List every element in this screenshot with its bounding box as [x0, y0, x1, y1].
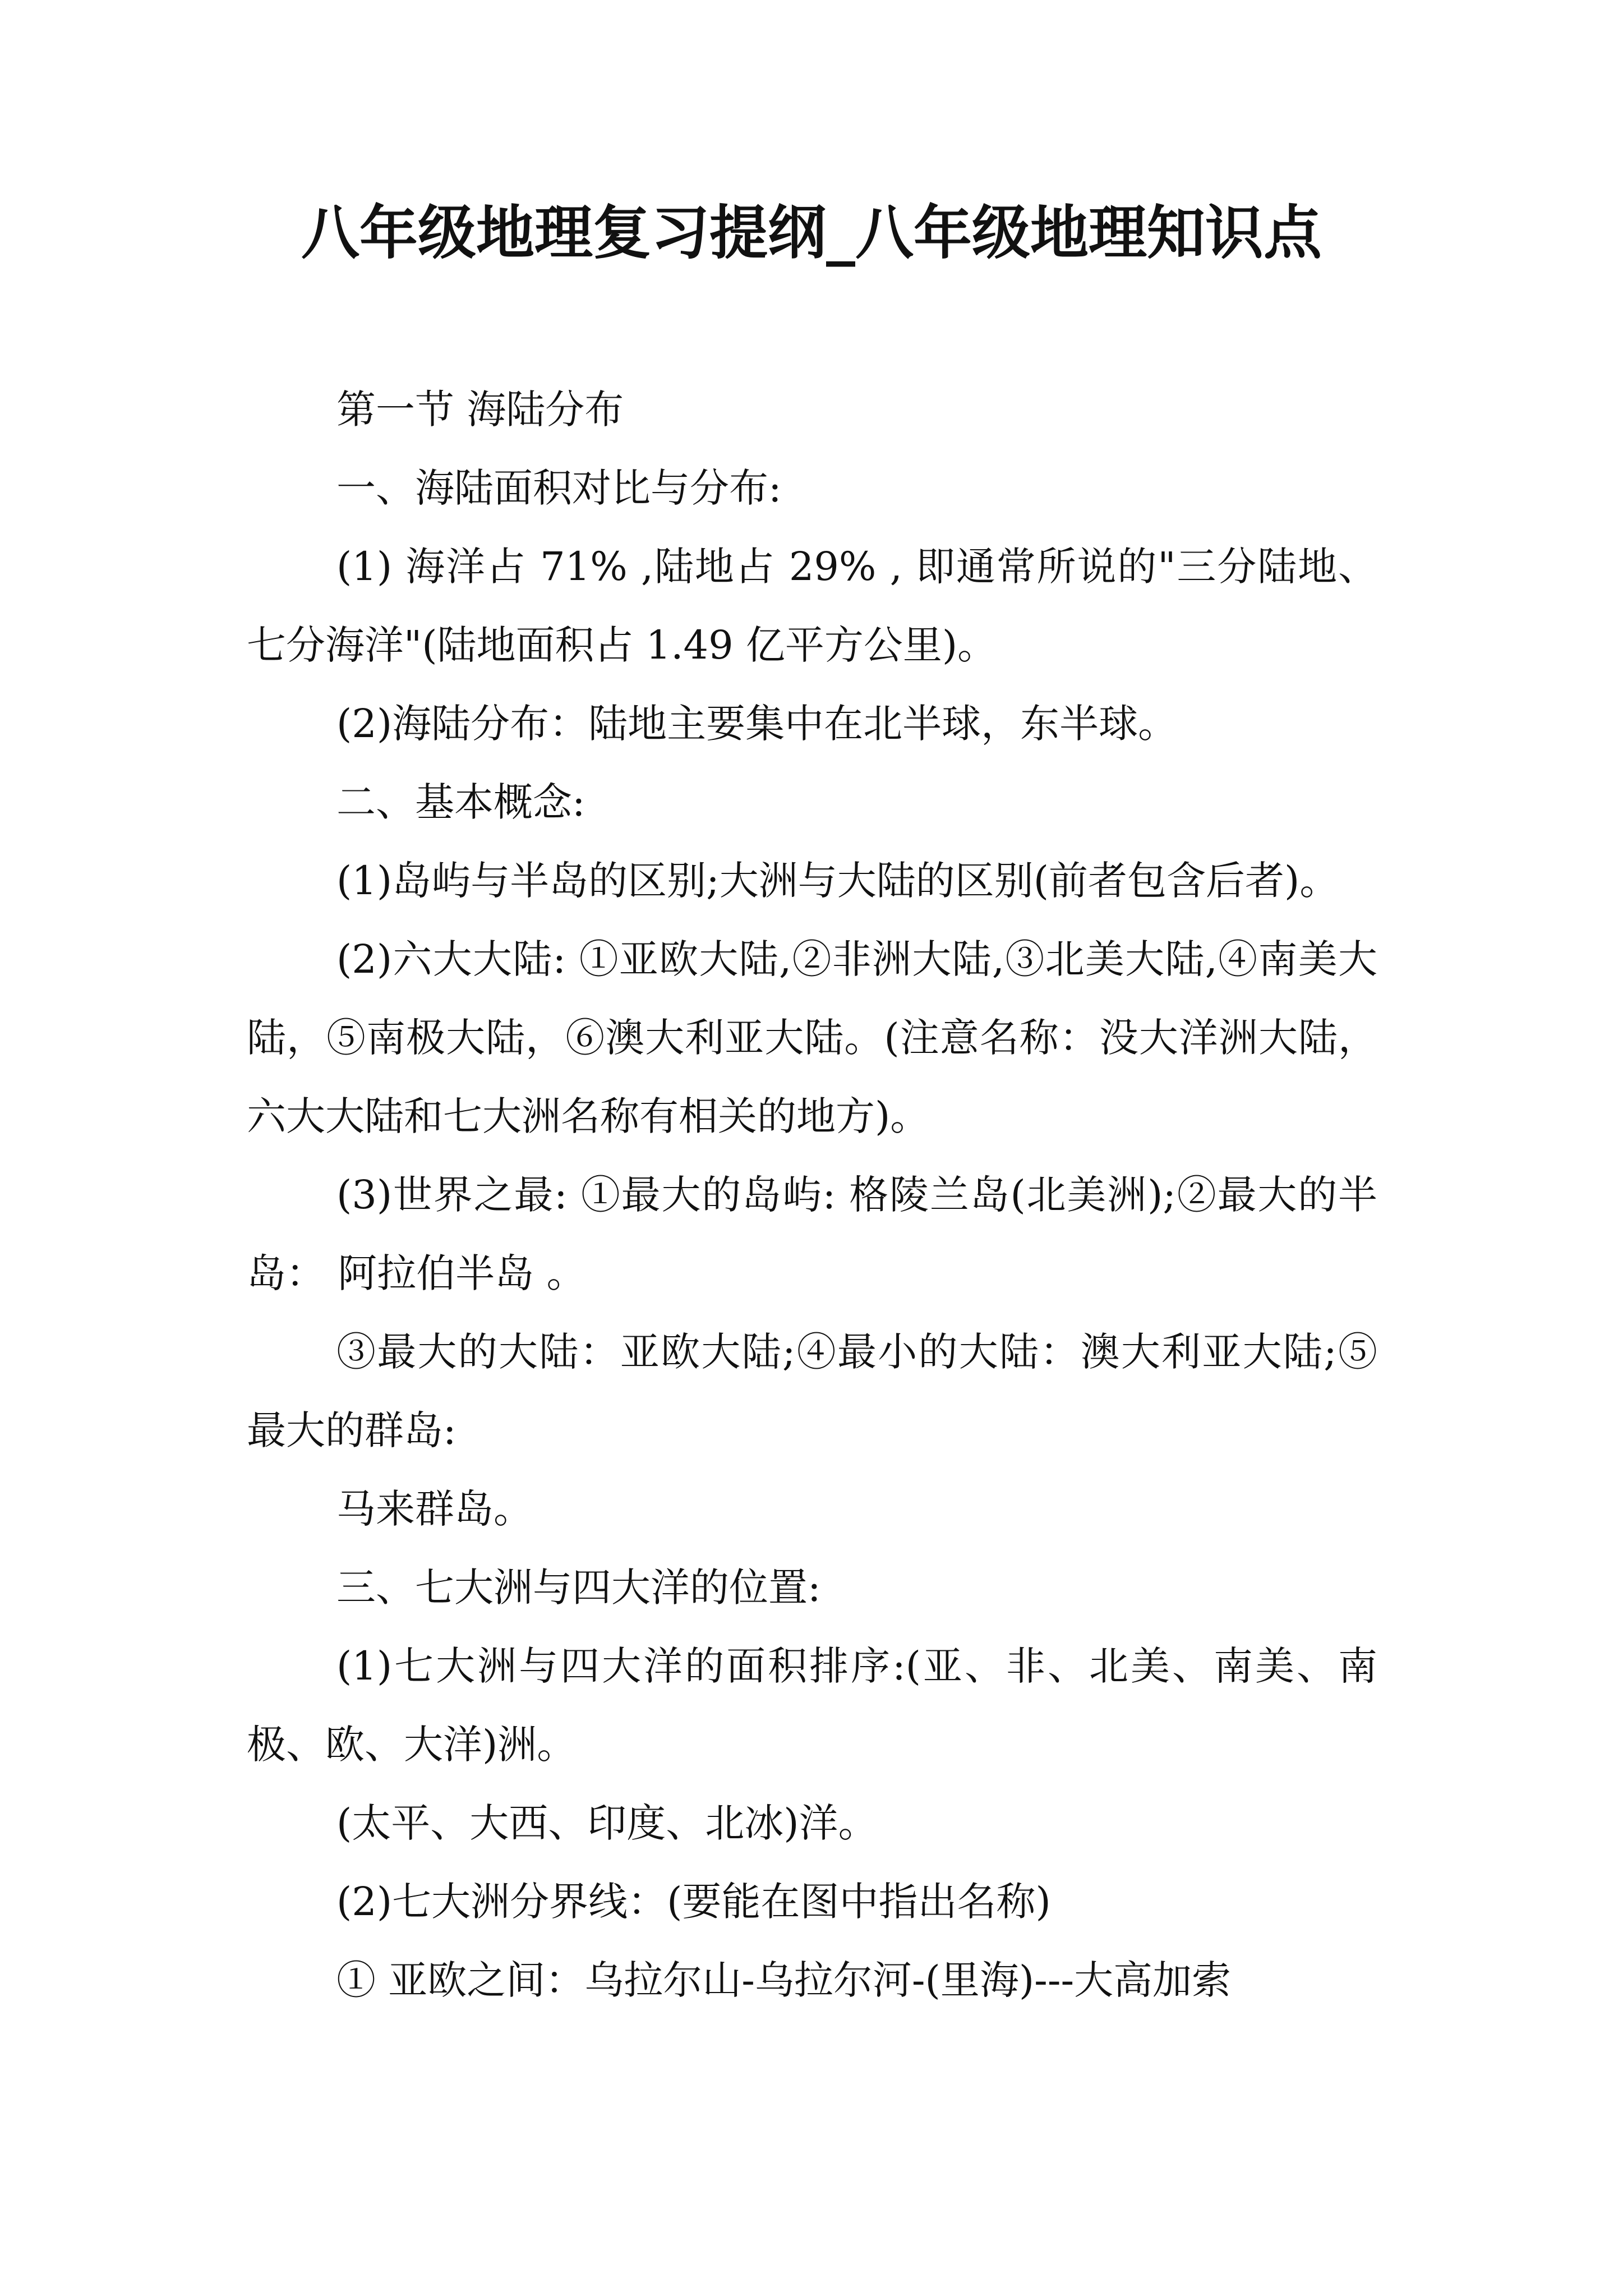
paragraph: (2)六大大陆: ①亚欧大陆,②非洲大陆,③北美大陆,④南美大陆，⑤南极大陆，⑥澳大利亚大陆。(注意名称：没大洋洲大陆，六大大陆和七大洲名称有相关的地方)。 [247, 936, 1377, 1139]
paragraph: 三、七大洲与四大洋的位置: [336, 1565, 821, 1611]
paragraph: (1)七大洲与四大洋的面积排序:(亚、非、北美、南美、南极、欧、大洋)洲。 [247, 1643, 1377, 1768]
paragraph: (2)海陆分布：陆地主要集中在北半球，东半球。 [336, 701, 1178, 747]
document-body [247, 370, 1377, 2019]
paragraph: ③最大的大陆：亚欧大陆;④最小的大陆：澳大利亚大陆;⑤最大的群岛: [247, 1329, 1377, 1453]
section-heading: 第一节 海陆分布 [336, 386, 624, 432]
paragraph: (太平、大西、印度、北冰)洋。 [336, 1800, 878, 1846]
document-title: 八年级地理复习提纲_八年级地理知识点 [301, 198, 1322, 267]
paragraph: (1) 海洋占 71% ,陆地占 29% , 即通常所说的"三分陆地、七分海洋"(陆地面积占 1.49 亿平方公里)。 [247, 544, 1377, 668]
paragraph: ① 亚欧之间：乌拉尔山-乌拉尔河-(里海)---大高加索 [336, 1957, 1232, 2003]
paragraph: (2)七大洲分界线：(要能在图中指出名称) [336, 1879, 1051, 1925]
paragraph: 马来群岛。 [336, 1486, 533, 1532]
paragraph: (1)岛屿与半岛的区别;大洲与大陆的区别(前者包含后者)。 [336, 858, 1339, 904]
paragraph: 一、海陆面积对比与分布: [336, 465, 782, 511]
paragraph: (3)世界之最: ①最大的岛屿: 格陵兰岛(北美洲);②最大的半岛： 阿拉伯半岛 。 [247, 1172, 1377, 1296]
paragraph: 二、基本概念: [336, 779, 585, 825]
